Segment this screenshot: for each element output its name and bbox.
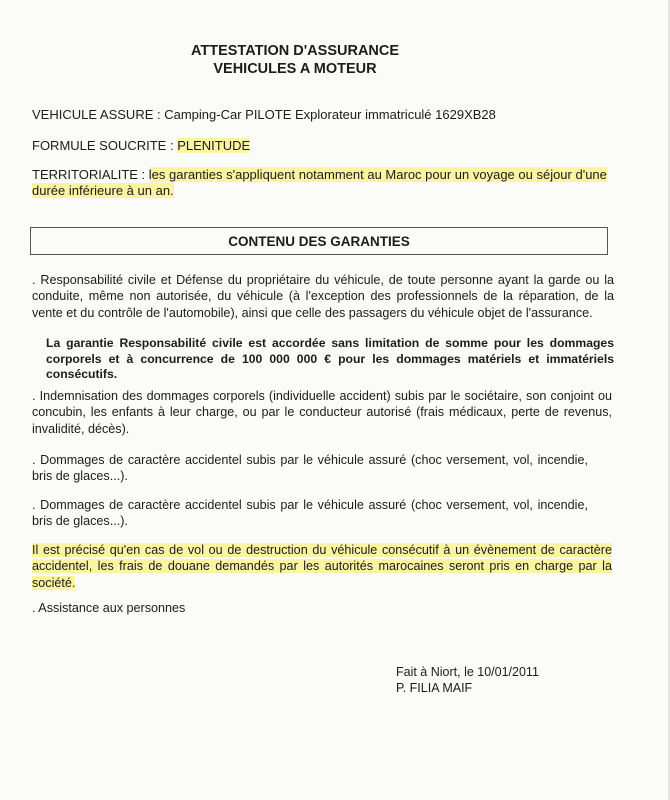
paragraph-vehicle-damage-1: . Dommages de caractère accidentel subis par le véhicule assuré (choc versement, vol, incendie, bris de glaces...). xyxy=(32,453,588,484)
guarantees-heading: CONTENU DES GARANTIES xyxy=(228,233,410,249)
formula-line xyxy=(32,137,250,154)
title-line-1: ATTESTATION D'ASSURANCE xyxy=(190,43,400,59)
formula-label: FORMULE SOUCRITE : xyxy=(32,138,174,153)
territory-value-2: durée inférieure à un an. xyxy=(32,183,174,198)
formula-value: PLENITUDE xyxy=(177,138,251,153)
territory-value-1: les garanties s'appliquent notamment au Maroc pour un voyage ou séjour d'une xyxy=(148,167,607,182)
territory-line xyxy=(32,166,607,183)
paragraph-assistance: . Assistance aux personnes xyxy=(32,601,186,615)
vehicle-label: VEHICULE ASSURE : xyxy=(32,107,161,122)
paragraph-personal-injury: . Indemnisation des dommages corporels (individuelle accident) subis par le sociétaire, son conjoint ou concubin, les enfants à leur charge, ou par le conducteur autorisé (frais médicaux, perte de revenus, invalidité, décès). xyxy=(32,389,612,436)
territory-label: TERRITORIALITE : xyxy=(32,167,146,182)
signature-name: P. FILIA MAIF xyxy=(396,681,473,695)
document-title xyxy=(0,42,590,78)
paragraph-liability-limit: La garantie Responsabilité civile est accordée sans limitation de somme pour les dommages corporels et à concurrence de 100 000 000 € pour les dommages matériels et immatériels consécutifs. xyxy=(46,336,614,381)
customs-note-text: Il est précisé qu'en cas de vol ou de destruction du véhicule consécutif à un évènement de caractère accidentel, les frais de douane demandés par les autorités marocaines seront pris en charge par la société. xyxy=(32,543,612,590)
territory-line-2 xyxy=(32,182,174,199)
vehicle-value: Camping-Car PILOTE Explorateur immatriculé 1629XB28 xyxy=(164,107,496,122)
guarantees-heading-box xyxy=(30,227,608,255)
paragraph-vehicle-damage-2: . Dommages de caractère accidentel subis par le véhicule assuré (choc versement, vol, incendie, bris de glaces...). xyxy=(32,498,588,529)
title-line-2: VEHICULES A MOTEUR xyxy=(213,61,377,77)
paragraph-liability: . Responsabilité civile et Défense du propriétaire du véhicule, de toute personne ayant la garde ou la conduite, même non autorisée, du véhicule (à l'exception des professionnels de la réparation, de la vente et du contrôle de l'automobile), ainsi que celle des passagers du véhicule objet de l'assurance. xyxy=(32,273,614,320)
vehicle-line xyxy=(32,106,496,123)
paragraph-customs-note xyxy=(32,542,612,591)
signature-place-date: Fait à Niort, le 10/01/2011 xyxy=(396,665,539,679)
